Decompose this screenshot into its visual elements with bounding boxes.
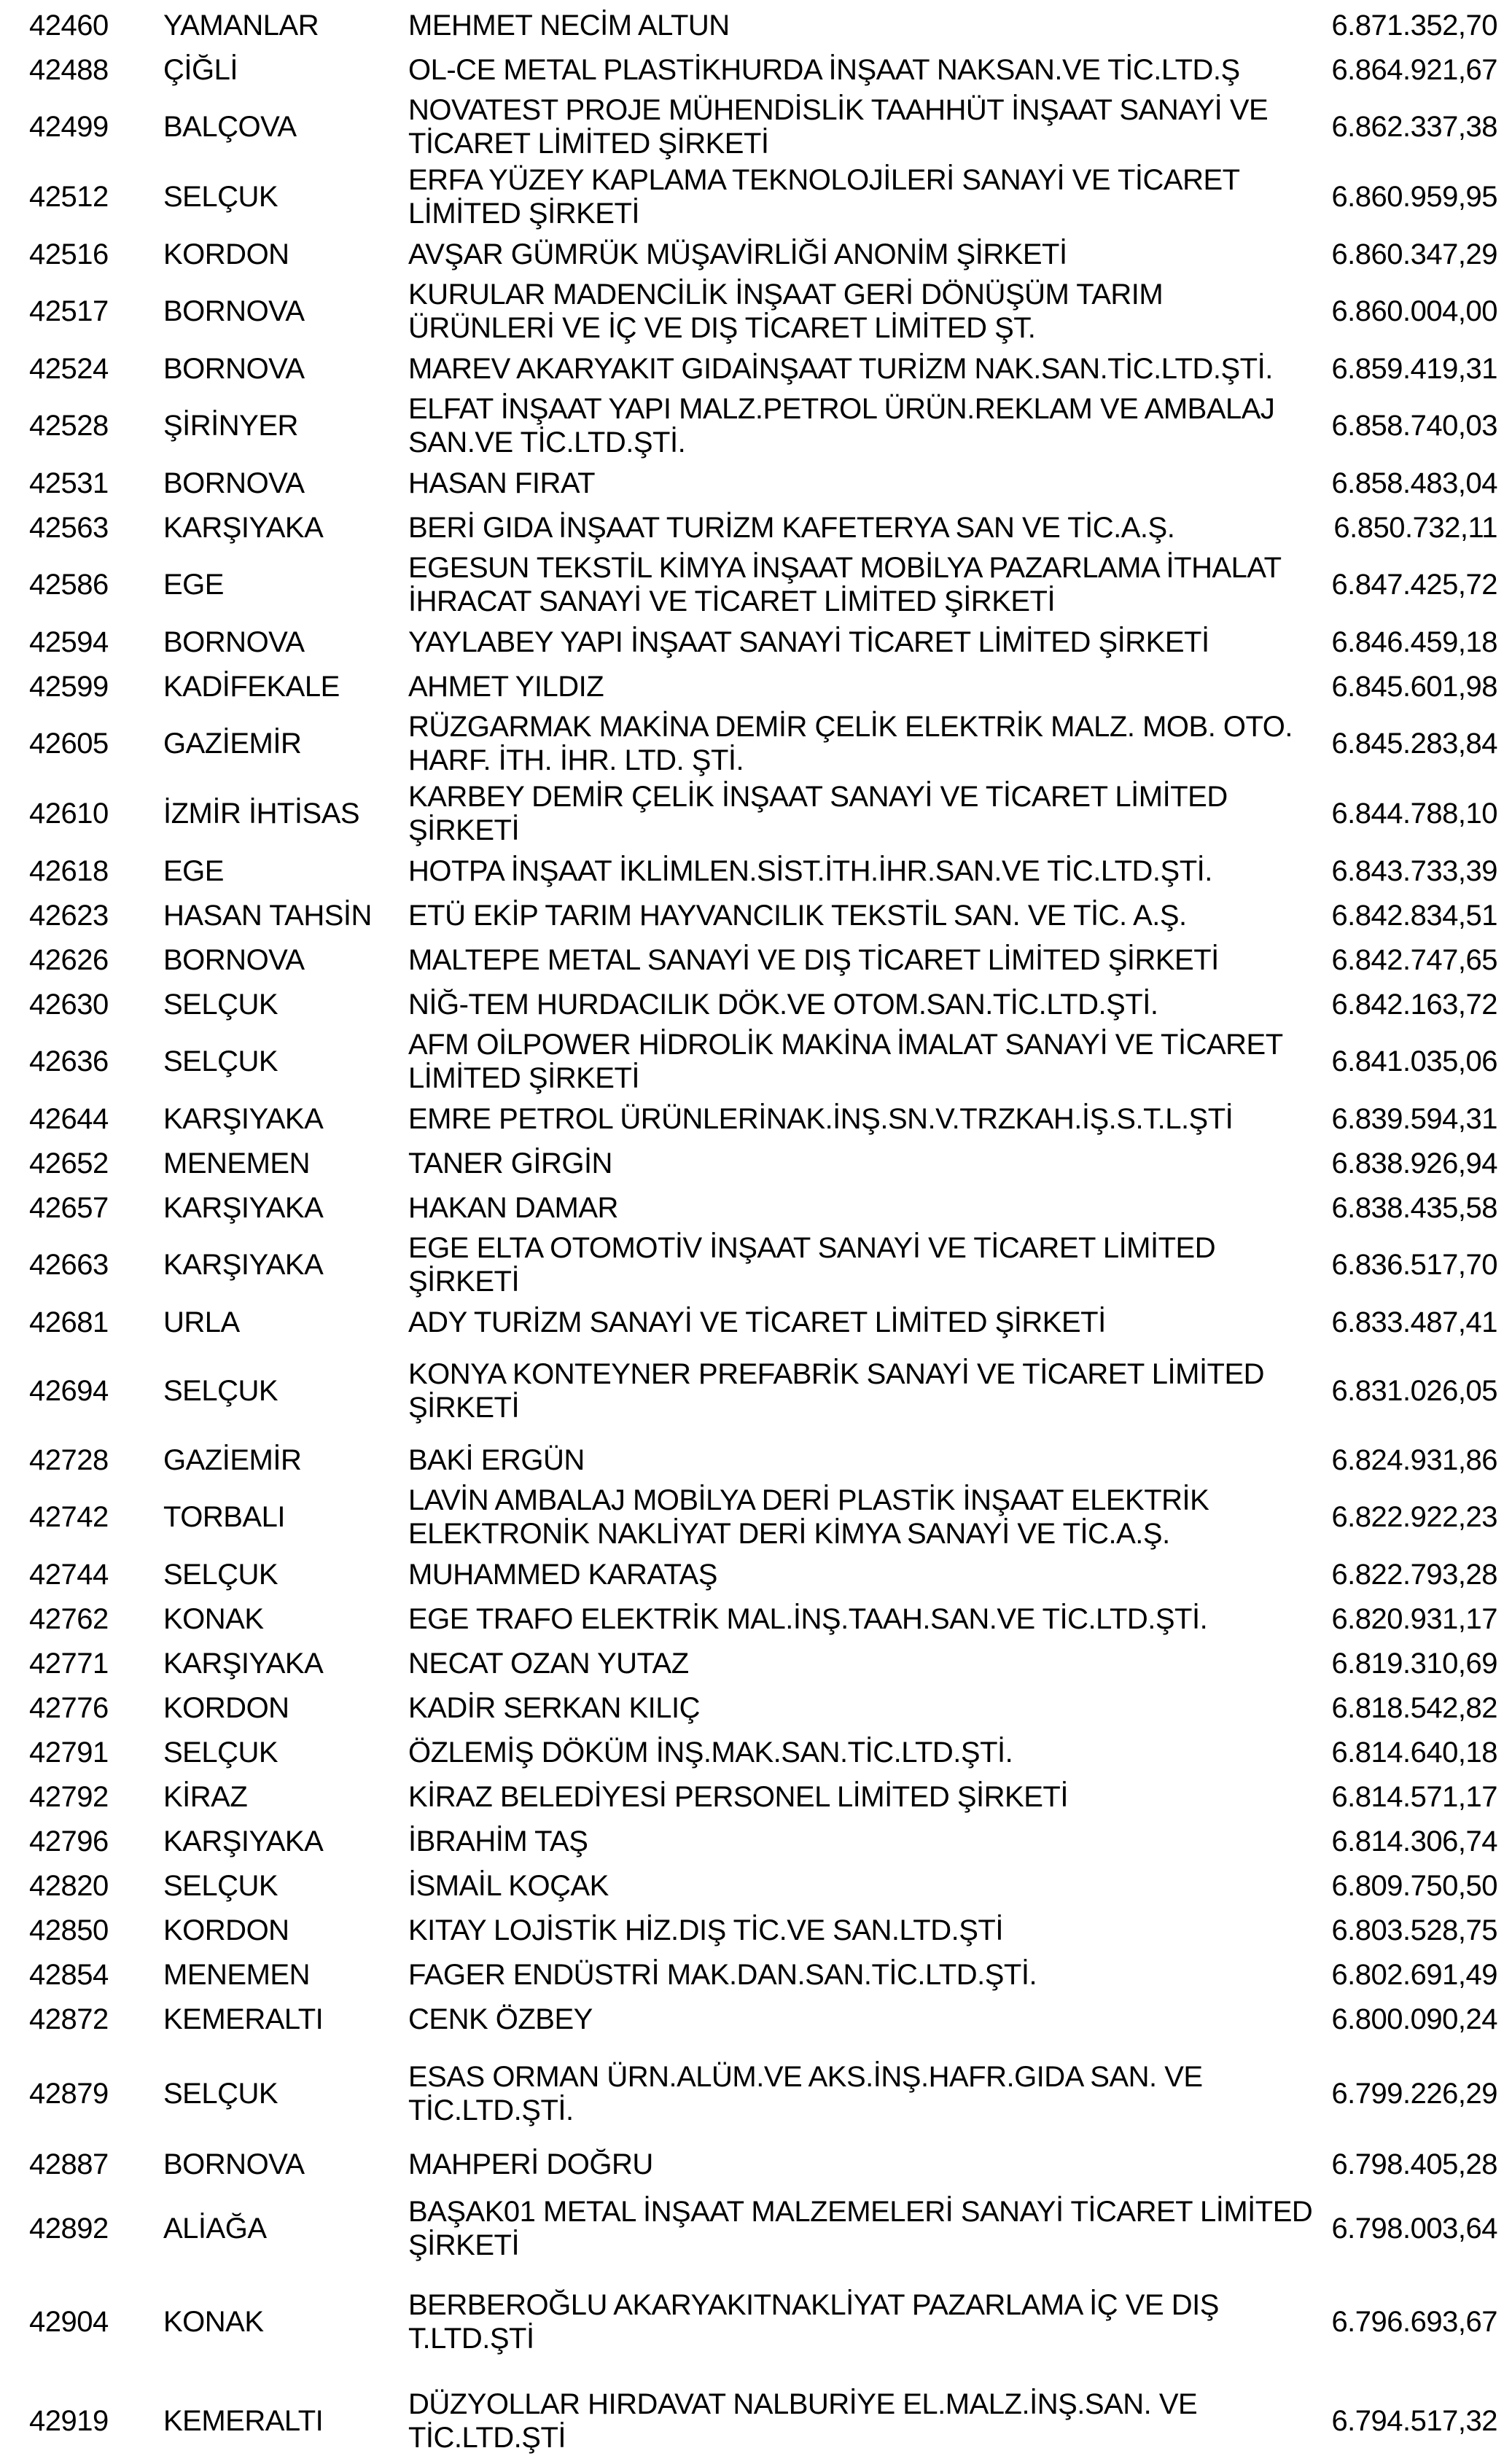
table-row [0,1096,1512,1141]
amount-cell: 6.858.483,04 [1331,467,1497,499]
district-cell: BORNOVA [163,352,305,385]
amount-cell: 6.802.691,49 [1331,1958,1497,1991]
table-row [0,47,1512,92]
row-number-cell: 42887 [29,2148,109,2180]
district-cell: KADİFEKALE [163,670,340,703]
district-cell: KARŞIYAKA [163,1102,324,1135]
row-number-cell: 42776 [29,1691,109,1724]
amount-cell: 6.838.435,58 [1331,1191,1497,1224]
company-name-cell: RÜZGARMAK MAKİNA DEMİR ÇELİK ELEKTRİK MALZ. MOB. OTO. HARF. İTH. İHR. LTD. ŞTİ. [408,711,1293,776]
district-cell: KORDON [163,1914,289,1946]
table-row [0,1482,1512,1552]
company-name-cell: HASAN FIRAT [408,467,596,499]
company-name-cell: NİĞ-TEM HURDACILIK DÖK.VE OTOM.SAN.TİC.LTD.ŞTİ. [408,988,1158,1021]
company-name-cell: ADY TURİZM SANAYİ VE TİCARET LİMİTED ŞİRKETİ [408,1306,1106,1338]
amount-cell: 6.842.834,51 [1331,899,1497,932]
table-row [0,1552,1512,1597]
row-number-cell: 42820 [29,1869,109,1902]
amount-cell: 6.833.487,41 [1331,1306,1497,1338]
district-cell: GAZİEMİR [163,1443,302,1476]
table-row [0,162,1512,232]
row-number-cell: 42623 [29,899,109,932]
row-number-cell: 42791 [29,1736,109,1769]
amount-cell: 6.858.740,03 [1331,410,1497,442]
row-number-cell: 42872 [29,2003,109,2035]
district-cell: ŞİRİNYER [163,410,298,442]
table-row [0,937,1512,982]
district-cell: BALÇOVA [163,111,297,143]
company-name-cell: LAVİN AMBALAJ MOBİLYA DERİ PLASTİK İNŞAAT ELEKTRİK ELEKTRONİK NAKLİYAT DERİ KİMYA SANAYİ VE TİC.A.Ş. [408,1484,1209,1550]
company-name-cell: EGE ELTA OTOMOTİV İNŞAAT SANAYİ VE TİCARET LİMİTED ŞİRKETİ [408,1232,1216,1298]
district-cell: KARŞIYAKA [163,1825,324,1857]
row-number-cell: 42796 [29,1825,109,1857]
amount-cell: 6.862.337,38 [1331,111,1497,143]
table-row [0,550,1512,620]
amount-cell: 6.847.425,72 [1331,569,1497,601]
district-cell: GAZİEMİR [163,728,302,760]
company-name-cell: DÜZYOLLAR HIRDAVAT NALBURİYE EL.MALZ.İNŞ.SAN. VE TİC.LTD.ŞTİ [408,2388,1198,2454]
row-number-cell: 42626 [29,943,109,976]
amount-cell: 6.809.750,50 [1331,1869,1497,1902]
table-row [0,505,1512,550]
district-cell: BORNOVA [163,943,305,976]
table-row [0,709,1512,779]
company-name-cell: MAHPERİ DOĞRU [408,2148,653,2180]
table-row [0,664,1512,709]
table-row [0,1438,1512,1482]
company-name-cell: İSMAİL KOÇAK [408,1869,609,1902]
amount-cell: 6.845.283,84 [1331,728,1497,760]
table-row [0,1997,1512,2041]
district-cell: MENEMEN [163,1958,310,1991]
district-cell: SELÇUK [163,988,278,1021]
company-name-cell: KURULAR MADENCİLİK İNŞAAT GERİ DÖNÜŞÜM TARIM ÜRÜNLERİ VE İÇ VE DIŞ TİCARET LİMİTED ŞT. [408,278,1164,344]
company-name-cell: CENK ÖZBEY [408,2003,593,2035]
amount-cell: 6.850.732,11 [1333,511,1497,544]
company-name-cell: KONYA KONTEYNER PREFABRİK SANAYİ VE TİCARET LİMİTED ŞİRKETİ [408,1358,1265,1424]
table-row [0,2287,1512,2357]
amount-cell: 6.860.959,95 [1331,181,1497,213]
table-row [0,1641,1512,1685]
company-name-cell: BERİ GIDA İNŞAAT TURİZM KAFETERYA SAN VE TİC.A.Ş. [408,511,1175,544]
amount-cell: 6.819.310,69 [1331,1647,1497,1680]
district-cell: SELÇUK [163,1558,278,1591]
row-number-cell: 42728 [29,1443,109,1476]
table-row [0,982,1512,1026]
row-number-cell: 42892 [29,2213,109,2245]
amount-cell: 6.822.922,23 [1331,1501,1497,1533]
amount-cell: 6.836.517,70 [1331,1249,1497,1281]
amount-cell: 6.860.347,29 [1331,238,1497,270]
district-cell: KORDON [163,238,289,270]
row-number-cell: 42681 [29,1306,109,1338]
table-row [0,391,1512,461]
row-number-cell: 42657 [29,1191,109,1224]
company-name-cell: OL-CE METAL PLASTİKHURDA İNŞAAT NAKSAN.VE TİC.LTD.Ş [408,53,1240,86]
district-cell: SELÇUK [163,1736,278,1769]
table-row [0,346,1512,391]
row-number-cell: 42694 [29,1375,109,1407]
table-row [0,3,1512,47]
district-cell: KEMERALTI [163,2405,324,2437]
table-row [0,620,1512,664]
table-row [0,1230,1512,1300]
row-number-cell: 42512 [29,181,109,213]
table-row [0,2142,1512,2186]
company-name-cell: EGE TRAFO ELEKTRİK MAL.İNŞ.TAAH.SAN.VE TİC.LTD.ŞTİ. [408,1602,1208,1635]
amount-cell: 6.798.405,28 [1331,2148,1497,2180]
amount-cell: 6.798.003,64 [1331,2213,1497,2245]
table-row [0,2386,1512,2456]
table-row [0,1774,1512,1819]
district-cell: KARŞIYAKA [163,1249,324,1281]
company-name-cell: HOTPA İNŞAAT İKLİMLEN.SİST.İTH.İHR.SAN.VE TİC.LTD.ŞTİ. [408,854,1212,887]
amount-cell: 6.839.594,31 [1331,1102,1497,1135]
table-row [0,1300,1512,1344]
district-cell: MENEMEN [163,1147,310,1180]
amount-cell: 6.799.226,29 [1331,2078,1497,2110]
company-name-cell: AFM OİLPOWER HİDROLİK MAKİNA İMALAT SANAYİ VE TİCARET LİMİTED ŞİRKETİ [408,1029,1282,1094]
table-row [0,92,1512,162]
amount-cell: 6.838.926,94 [1331,1147,1497,1180]
row-number-cell: 42528 [29,410,109,442]
district-cell: SELÇUK [163,1045,278,1077]
district-cell: BORNOVA [163,295,305,327]
company-name-cell: BAŞAK01 METAL İNŞAAT MALZEMELERİ SANAYİ TİCARET LİMİTED ŞİRKETİ [408,2196,1313,2261]
district-cell: URLA [163,1306,240,1338]
amount-cell: 6.864.921,67 [1331,53,1497,86]
company-name-cell: KITAY LOJİSTİK HİZ.DIŞ TİC.VE SAN.LTD.ŞTİ [408,1914,1003,1946]
table-row [0,1141,1512,1185]
row-number-cell: 42792 [29,1780,109,1813]
district-cell: ALİAĞA [163,2213,267,2245]
company-name-cell: ESAS ORMAN ÜRN.ALÜM.VE AKS.İNŞ.HAFR.GIDA SAN. VE TİC.LTD.ŞTİ. [408,2061,1203,2126]
district-cell: BORNOVA [163,2148,305,2180]
amount-cell: 6.844.788,10 [1331,798,1497,830]
company-name-cell: YAYLABEY YAPI İNŞAAT SANAYİ TİCARET LİMİTED ŞİRKETİ [408,625,1209,658]
company-name-cell: MEHMET NECİM ALTUN [408,9,730,42]
company-name-cell: KİRAZ BELEDİYESİ PERSONEL LİMİTED ŞİRKETİ [408,1780,1068,1813]
row-number-cell: 42563 [29,511,109,544]
company-name-cell: NECAT OZAN YUTAZ [408,1647,689,1680]
district-cell: KARŞIYAKA [163,511,324,544]
company-name-cell: ELFAT İNŞAAT YAPI MALZ.PETROL ÜRÜN.REKLAM VE AMBALAJ SAN.VE TİC.LTD.ŞTİ. [408,393,1275,459]
table-row [0,1908,1512,1952]
amount-cell: 6.814.306,74 [1331,1825,1497,1857]
district-cell: SELÇUK [163,2078,278,2110]
amount-cell: 6.859.419,31 [1331,352,1497,385]
company-name-cell: MUHAMMED KARATAŞ [408,1558,717,1591]
row-number-cell: 42531 [29,467,109,499]
company-name-cell: KADİR SERKAN KILIÇ [408,1691,701,1724]
table-row [0,1185,1512,1230]
company-name-cell: NOVATEST PROJE MÜHENDİSLİK TAAHHÜT İNŞAAT SANAYİ VE TİCARET LİMİTED ŞİRKETİ [408,94,1269,160]
company-name-cell: MALTEPE METAL SANAYİ VE DIŞ TİCARET LİMİTED ŞİRKETİ [408,943,1219,976]
district-cell: İZMİR İHTİSAS [163,798,360,830]
row-number-cell: 42663 [29,1249,109,1281]
district-cell: BORNOVA [163,467,305,499]
row-number-cell: 42594 [29,625,109,658]
row-number-cell: 42630 [29,988,109,1021]
company-name-cell: KARBEY DEMİR ÇELİK İNŞAAT SANAYİ VE TİCARET LİMİTED ŞİRKETİ [408,781,1228,846]
row-number-cell: 42850 [29,1914,109,1946]
company-name-cell: BAKİ ERGÜN [408,1443,585,1476]
district-cell: KEMERALTI [163,2003,324,2035]
row-number-cell: 42586 [29,569,109,601]
row-number-cell: 42599 [29,670,109,703]
district-cell: KONAK [163,1602,264,1635]
district-cell: SELÇUK [163,181,278,213]
row-number-cell: 42744 [29,1558,109,1591]
amount-cell: 6.818.542,82 [1331,1691,1497,1724]
table-row [0,1863,1512,1908]
amount-cell: 6.842.747,65 [1331,943,1497,976]
row-number-cell: 42517 [29,295,109,327]
company-name-cell: FAGER ENDÜSTRİ MAK.DAN.SAN.TİC.LTD.ŞTİ. [408,1958,1037,1991]
amount-cell: 6.860.004,00 [1331,295,1497,327]
amount-cell: 6.814.640,18 [1331,1736,1497,1769]
row-number-cell: 42742 [29,1501,109,1533]
row-number-cell: 42854 [29,1958,109,1991]
company-name-cell: TANER GİRGİN [408,1147,612,1180]
row-number-cell: 42636 [29,1045,109,1077]
table-row [0,461,1512,505]
district-cell: HASAN TAHSİN [163,899,372,932]
amount-cell: 6.846.459,18 [1331,625,1497,658]
company-name-cell: AHMET YILDIZ [408,670,604,703]
amount-cell: 6.820.931,17 [1331,1602,1497,1635]
row-number-cell: 42762 [29,1602,109,1635]
table-row [0,1952,1512,1997]
district-cell: BORNOVA [163,625,305,658]
district-cell: SELÇUK [163,1375,278,1407]
company-name-cell: ÖZLEMİŞ DÖKÜM İNŞ.MAK.SAN.TİC.LTD.ŞTİ. [408,1736,1013,1769]
company-name-cell: EMRE PETROL ÜRÜNLERİNAK.İNŞ.SN.V.TRZKAH.İŞ.S.T.L.ŞTİ [408,1102,1234,1135]
row-number-cell: 42644 [29,1102,109,1135]
table-row [0,1685,1512,1730]
district-cell: KONAK [163,2306,264,2338]
company-name-cell: HAKAN DAMAR [408,1191,618,1224]
company-name-cell: EGESUN TEKSTİL KİMYA İNŞAAT MOBİLYA PAZARLAMA İTHALAT İHRACAT SANAYİ VE TİCARET LİMİTED ŞİRKETİ [408,552,1281,617]
district-cell: YAMANLAR [163,9,319,42]
table-row [0,1356,1512,1426]
district-cell: KARŞIYAKA [163,1647,324,1680]
district-cell: TORBALI [163,1501,285,1533]
amount-cell: 6.842.163,72 [1331,988,1497,1021]
amount-cell: 6.843.733,39 [1331,854,1497,887]
amount-cell: 6.845.601,98 [1331,670,1497,703]
amount-cell: 6.822.793,28 [1331,1558,1497,1591]
company-name-cell: ETÜ EKİP TARIM HAYVANCILIK TEKSTİL SAN. VE TİC. A.Ş. [408,899,1187,932]
row-number-cell: 42919 [29,2405,109,2437]
district-cell: SELÇUK [163,1869,278,1902]
company-name-cell: BERBEROĞLU AKARYAKITNAKLİYAT PAZARLAMA İÇ VE DIŞ T.LTD.ŞTİ [408,2289,1219,2355]
district-cell: KİRAZ [163,1780,248,1813]
amount-cell: 6.871.352,70 [1331,9,1497,42]
row-number-cell: 42524 [29,352,109,385]
table-row [0,232,1512,276]
company-name-cell: ERFA YÜZEY KAPLAMA TEKNOLOJİLERİ SANAYİ VE TİCARET LİMİTED ŞİRKETİ [408,164,1239,230]
table-row [0,2194,1512,2264]
amount-cell: 6.803.528,75 [1331,1914,1497,1946]
table-row [0,893,1512,937]
table-row [0,849,1512,893]
row-number-cell: 42488 [29,53,109,86]
table-row [0,779,1512,849]
amount-cell: 6.814.571,17 [1331,1780,1497,1813]
table-row [0,2059,1512,2129]
row-number-cell: 42499 [29,111,109,143]
company-name-cell: MAREV AKARYAKIT GIDAİNŞAAT TURİZM NAK.SAN.TİC.LTD.ŞTİ. [408,352,1273,385]
amount-cell: 6.824.931,86 [1331,1443,1497,1476]
district-cell: EGE [163,854,224,887]
table-row [0,276,1512,346]
district-cell: KARŞIYAKA [163,1191,324,1224]
district-cell: KORDON [163,1691,289,1724]
amount-cell: 6.841.035,06 [1331,1045,1497,1077]
row-number-cell: 42605 [29,728,109,760]
table-row [0,1819,1512,1863]
row-number-cell: 42771 [29,1647,109,1680]
table-row [0,1026,1512,1096]
amount-cell: 6.800.090,24 [1331,2003,1497,2035]
row-number-cell: 42618 [29,854,109,887]
company-name-cell: İBRAHİM TAŞ [408,1825,588,1857]
row-number-cell: 42904 [29,2306,109,2338]
row-number-cell: 42516 [29,238,109,270]
district-cell: EGE [163,569,224,601]
row-number-cell: 42652 [29,1147,109,1180]
amount-cell: 6.794.517,32 [1331,2405,1497,2437]
amount-cell: 6.831.026,05 [1331,1375,1497,1407]
company-name-cell: AVŞAR GÜMRÜK MÜŞAVİRLİĞİ ANONİM ŞİRKETİ [408,238,1067,270]
row-number-cell: 42460 [29,9,109,42]
district-cell: ÇİĞLİ [163,53,238,86]
amount-cell: 6.796.693,67 [1331,2306,1497,2338]
table-row [0,1730,1512,1774]
table-row [0,1597,1512,1641]
row-number-cell: 42610 [29,798,109,830]
row-number-cell: 42879 [29,2078,109,2110]
